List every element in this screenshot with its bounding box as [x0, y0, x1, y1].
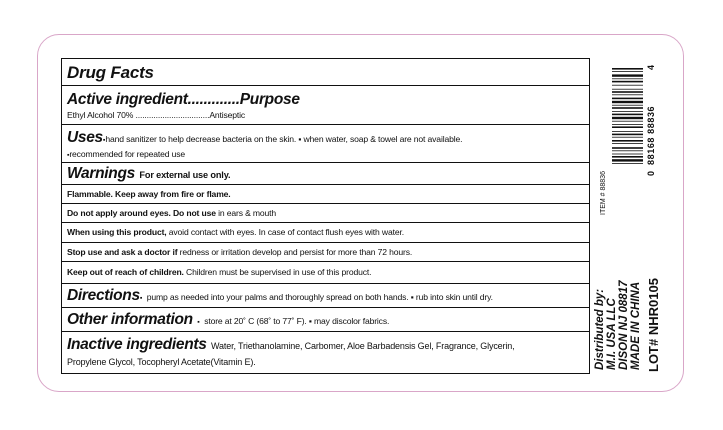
distributor-line3: DISON NJ 08817: [618, 280, 630, 370]
active-ingredient-section: [62, 86, 589, 125]
inactive-line2: Propylene Glycol, Tocopheryl Acetate(Vitamin E).: [67, 357, 256, 367]
barcode-bar: [612, 131, 643, 132]
drug-facts-title: Drug Facts: [67, 63, 154, 82]
inactive-line1: Water, Triethanolamine, Carbomer, Aloe Barbadensis Gel, Fragrance, Glycerin,: [211, 341, 515, 351]
barcode-bar: [612, 78, 643, 79]
inactive-ingredients-header: Inactive ingredients: [67, 336, 207, 353]
other-information-header: Other information: [67, 311, 193, 328]
no-eyes-bold2: Do not use: [172, 208, 216, 218]
item-number: [596, 157, 608, 217]
no-eyes-bold1: Do not apply around eyes.: [67, 208, 171, 218]
barcode-bar: [612, 124, 643, 125]
warnings-header: Warnings: [67, 165, 135, 182]
keep-out-row: [62, 262, 589, 284]
barcode-bar: [612, 98, 643, 100]
barcode-bar: [612, 101, 643, 103]
barcode-bar: [612, 107, 643, 109]
barcode-bar: [612, 117, 643, 119]
stop-use-bold: Stop use and ask a doctor if: [67, 247, 178, 257]
flammable-row: [62, 185, 589, 204]
barcode-bar: [612, 159, 643, 161]
barcode-bars: [612, 68, 643, 164]
barcode-bar: [612, 163, 643, 164]
barcode-bar: [612, 140, 643, 142]
barcode-bar: [612, 147, 643, 149]
uses-line1: hand sanitizer to help decrease bacteria on the skin. ▪ when water, soap & towel are not available.: [105, 134, 463, 144]
when-using-rest: avoid contact with eyes. In case of contact flush eyes with water.: [168, 227, 404, 237]
barcode-bar: [612, 81, 643, 83]
barcode-leading-digit: 0: [646, 170, 656, 176]
barcode-bar: [612, 111, 643, 112]
barcode: [608, 62, 656, 182]
keep-out-rest: Children must be supervised in use of this product.: [186, 267, 372, 277]
barcode-bar: [612, 114, 643, 116]
warnings-sub: For external use only.: [139, 170, 231, 180]
barcode-bar: [612, 156, 643, 158]
distributor-line2: M.I. USA LLC: [606, 298, 618, 370]
distributor-line4: MADE IN CHINA: [630, 281, 642, 370]
barcode-bar: [612, 121, 643, 122]
no-eyes-rest: in ears & mouth: [218, 208, 277, 218]
directions-header: Directions: [67, 287, 140, 304]
directions-text: pump as needed into your palms and thoroughly spread on both hands. ▪ rub into skin until dry.: [146, 292, 493, 302]
when-using-bold: When using this product,: [67, 227, 167, 237]
item-number-text: ITEM # 88836: [600, 171, 607, 215]
barcode-bar: [612, 105, 643, 106]
uses-header: Uses: [67, 129, 103, 146]
stop-use-row: [62, 243, 589, 262]
when-using-row: [62, 223, 589, 243]
barcode-bar: [612, 74, 643, 76]
barcode-bar: [612, 89, 643, 90]
uses-section: Uses▪hand sanitizer to help decrease bacteria on the skin. ▪ when water, soap & towel are not available. ▪recommended for repeated use: [62, 125, 589, 163]
barcode-bar: [612, 134, 643, 136]
barcode-trailing-digit: 4: [646, 64, 656, 70]
barcode-bar: [612, 126, 643, 128]
inactive-ingredients-row: [62, 332, 589, 375]
distributor-line1: Distributed by:: [594, 288, 606, 370]
barcode-bar: [612, 71, 643, 72]
barcode-bar: [612, 85, 643, 86]
active-ingredient-header: Active ingredient.............Purpose: [67, 91, 300, 108]
barcode-bar: [612, 137, 643, 138]
uses-line2: recommended for repeated use: [69, 149, 186, 159]
directions-row: Directions▪ pump as needed into your palms and thoroughly spread on both hands. ▪ rub into skin until dry.: [62, 284, 589, 308]
distributor-block: [594, 281, 642, 371]
barcode-bar: [612, 154, 643, 155]
barcode-digits: 88168 88836: [646, 105, 656, 165]
stop-use-rest: redness or irritation develop and persist for more than 72 hours.: [179, 247, 413, 257]
warnings-header-row: [62, 163, 589, 185]
barcode-bar: [612, 94, 643, 95]
barcode-bar: [612, 143, 643, 144]
other-information-text: store at 20˚ C (68˚ to 77˚ F). ▪ may discolor fabrics.: [204, 316, 390, 326]
keep-out-bold: Keep out of reach of children.: [67, 267, 184, 277]
other-information-row: Other information ▪ store at 20˚ C (68˚ to 77˚ F). ▪ may discolor fabrics.: [62, 308, 589, 332]
drug-facts-panel: [61, 58, 590, 374]
drug-facts-title-row: [62, 59, 589, 86]
barcode-bar: [612, 91, 643, 93]
active-ingredient-line: Ethyl Alcohol 70% .................................Antiseptic: [67, 110, 246, 120]
barcode-bar: [612, 68, 643, 70]
flammable-text: Flammable. Keep away from fire or flame.: [67, 189, 231, 199]
lot-number: LOT# NHR0105: [646, 278, 661, 372]
barcode-bar: [612, 150, 643, 151]
no-eyes-row: [62, 204, 589, 223]
